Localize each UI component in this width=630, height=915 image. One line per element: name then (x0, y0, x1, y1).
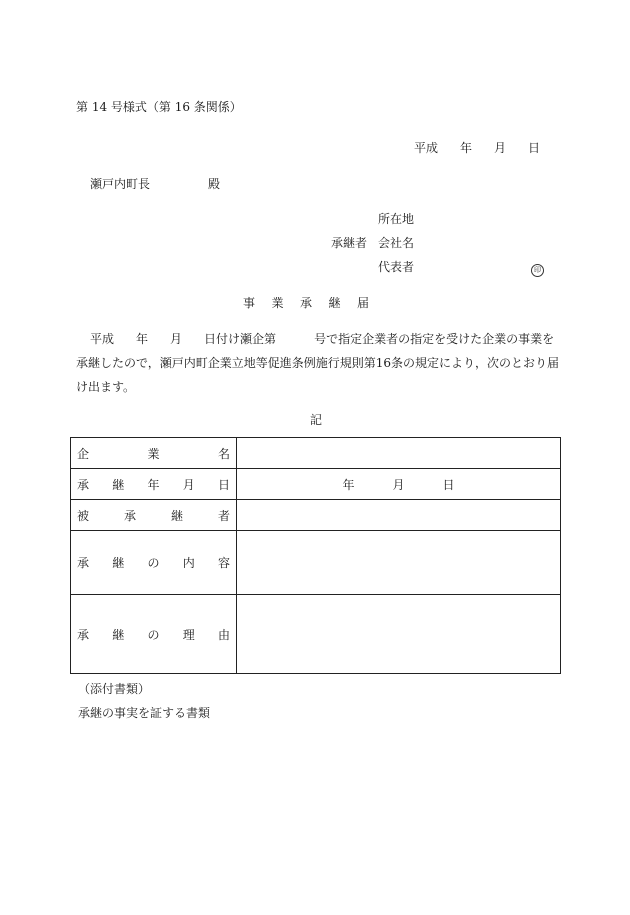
title-char: 承 (299, 296, 312, 310)
date-month-unit: 月 (392, 477, 405, 492)
succession-table (70, 437, 561, 674)
title-char: 事 (243, 296, 256, 310)
seal-mark (531, 261, 544, 277)
label-succession-content: 承 継 の 内 容 (71, 531, 237, 595)
label-succession-date: 承 継 年 月 日 (71, 469, 237, 500)
body-line-3: け出ます。 (76, 380, 136, 394)
body-line-1 (90, 332, 554, 346)
date-line (414, 141, 540, 155)
succession-content-field[interactable] (237, 531, 561, 595)
body-month: 月 (170, 332, 183, 346)
seal-icon: 印 (531, 264, 544, 277)
date-month: 月 (494, 141, 507, 155)
succession-date-field[interactable] (237, 469, 561, 500)
body-ref: 日付け瀬企第 (204, 332, 277, 346)
title-char: 継 (328, 296, 341, 310)
label-company-name: 企 業 名 (71, 438, 237, 469)
date-day: 日 (528, 141, 541, 155)
addressee-title: 瀬戸内町長 (90, 177, 151, 191)
date-year: 年 (460, 141, 473, 155)
body-text: 号で指定企業者の指定を受けた企業の事業を (314, 332, 555, 346)
date-era: 平成 (414, 141, 439, 155)
document-title (243, 296, 369, 310)
label-predecessor: 被 承 継 者 (71, 500, 237, 531)
date-day-unit: 日 (442, 477, 455, 492)
table-row (71, 595, 561, 674)
title-char: 届 (356, 296, 369, 310)
successor-label: 承継者 (331, 236, 368, 250)
body-era: 平成 (90, 332, 115, 346)
succession-reason-field[interactable] (237, 595, 561, 674)
date-year-unit: 年 (342, 477, 355, 492)
body-year: 年 (136, 332, 149, 346)
table-row (71, 438, 561, 469)
title-char: 業 (271, 296, 284, 310)
predecessor-field[interactable] (237, 500, 561, 531)
attachments-item: 承継の事実を証する書類 (78, 706, 211, 720)
representative-label: 代表者 (378, 260, 415, 274)
table-row (71, 531, 561, 595)
form-number: 第 14 号様式（第 16 条関係） (76, 100, 242, 114)
company-label: 会社名 (378, 236, 415, 250)
label-succession-reason: 承 継 の 理 由 (71, 595, 237, 674)
body-line-2: 承継したので，瀬戸内町企業立地等促進条例施行規則第16条の規定により，次のとおり届 (76, 356, 560, 370)
table-row (71, 500, 561, 531)
ki-heading: 記 (310, 413, 323, 427)
table-row (71, 469, 561, 500)
addressee-honorific: 殿 (208, 177, 221, 191)
company-name-field[interactable] (237, 438, 561, 469)
attachments-header: （添付書類） (78, 682, 151, 696)
addressee (90, 177, 220, 191)
address-label: 所在地 (378, 212, 415, 226)
